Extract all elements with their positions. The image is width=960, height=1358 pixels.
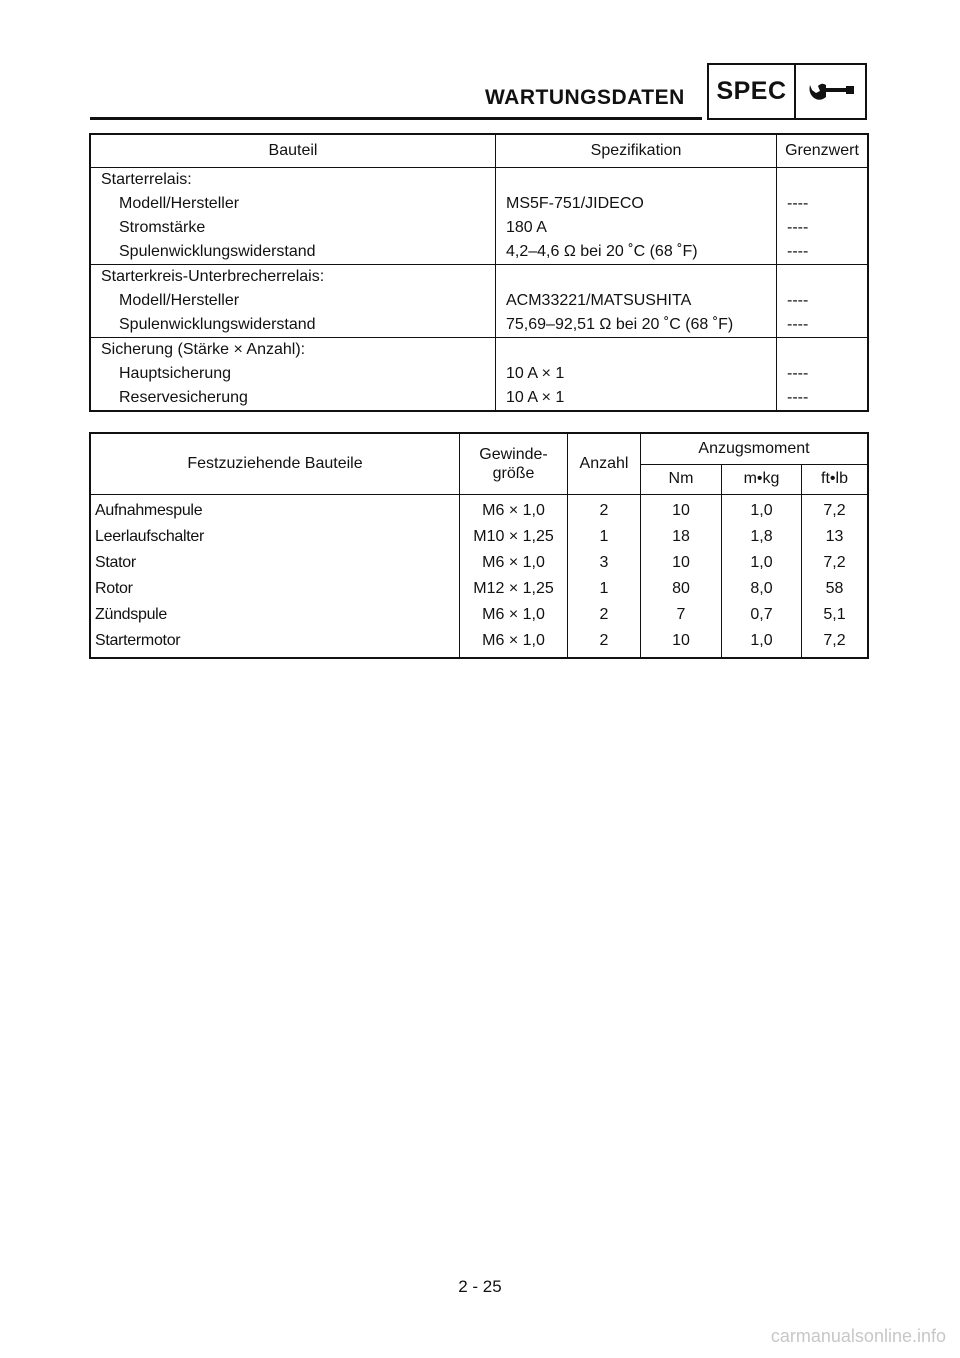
thread-header-line2: größe xyxy=(492,464,535,482)
torque-ftlb: 5,1 xyxy=(802,602,869,628)
torque-mkg: 1,0 xyxy=(722,550,802,576)
group-header-row xyxy=(90,338,868,363)
table-row xyxy=(90,386,868,411)
table-row xyxy=(90,628,868,658)
part-name: Rotor xyxy=(90,576,460,602)
torque-nm: 10 xyxy=(641,550,722,576)
wrench-icon xyxy=(796,65,865,118)
column-header-torque: Anzugsmoment xyxy=(641,433,869,464)
column-header-qty: Anzahl xyxy=(568,433,641,494)
thread-size: M6 × 1,0 xyxy=(460,628,568,658)
torque-nm: 18 xyxy=(641,524,722,550)
column-header-grenzwert: Grenzwert xyxy=(777,134,869,168)
thread-size: M10 × 1,25 xyxy=(460,524,568,550)
header-rule xyxy=(90,117,702,120)
row-spec: 4,2–4,6 Ω bei 20 ˚C (68 ˚F) xyxy=(496,240,777,265)
row-limit: ---- xyxy=(777,240,869,265)
group-title: Starterrelais: xyxy=(90,168,496,193)
part-name: Aufnahmespule xyxy=(90,494,460,524)
table-row xyxy=(90,192,868,216)
table-row xyxy=(90,524,868,550)
row-spec: ACM33221/MATSUSHITA xyxy=(496,289,777,313)
row-name: Modell/Hersteller xyxy=(90,192,496,216)
column-header-spezifikation: Spezifikation xyxy=(496,134,777,168)
table-row xyxy=(90,362,868,386)
page-title: WARTUNGSDATEN xyxy=(485,86,685,109)
thread-header-line1: Gewinde- xyxy=(479,445,548,463)
thread-size: M6 × 1,0 xyxy=(460,550,568,576)
thread-size: M6 × 1,0 xyxy=(460,494,568,524)
page-number: 2 - 25 xyxy=(458,1277,502,1296)
row-name: Hauptsicherung xyxy=(90,362,496,386)
group-title: Sicherung (Stärke × Anzahl): xyxy=(90,338,496,363)
torque-mkg: 1,0 xyxy=(722,628,802,658)
thread-size: M6 × 1,0 xyxy=(460,602,568,628)
quantity: 1 xyxy=(568,524,641,550)
torque-ftlb: 7,2 xyxy=(802,550,869,576)
quantity: 3 xyxy=(568,550,641,576)
row-spec: 75,69–92,51 Ω bei 20 ˚C (68 ˚F) xyxy=(496,313,777,338)
column-header-thread xyxy=(460,433,568,494)
row-spec: 10 A × 1 xyxy=(496,386,777,411)
torque-ftlb: 13 xyxy=(802,524,869,550)
row-limit: ---- xyxy=(787,365,809,382)
row-limit: ---- xyxy=(787,292,809,309)
quantity: 2 xyxy=(568,628,641,658)
row-spec: 180 A xyxy=(496,216,777,240)
torque-ftlb: 7,2 xyxy=(802,628,869,658)
part-name: Zündspule xyxy=(90,602,460,628)
column-header-bauteil: Bauteil xyxy=(90,134,496,168)
torque-nm: 10 xyxy=(641,628,722,658)
table-row xyxy=(90,576,868,602)
column-header-nm: Nm xyxy=(641,464,722,494)
table-row xyxy=(90,494,868,524)
table-row xyxy=(90,602,868,628)
row-spec: MS5F-751/JIDECO xyxy=(496,192,777,216)
quantity: 1 xyxy=(568,576,641,602)
row-spec: 10 A × 1 xyxy=(496,362,777,386)
table-row xyxy=(90,289,868,313)
torque-table xyxy=(89,432,869,659)
column-header-mkg: m•kg xyxy=(722,464,802,494)
row-name: Spulenwicklungswiderstand xyxy=(90,240,496,265)
spec-table xyxy=(89,133,869,412)
thread-size: M12 × 1,25 xyxy=(460,576,568,602)
column-header-ftlb: ft•lb xyxy=(802,464,869,494)
quantity: 2 xyxy=(568,602,641,628)
row-name: Stromstärke xyxy=(90,216,496,240)
group-header-row xyxy=(90,168,868,193)
torque-nm: 80 xyxy=(641,576,722,602)
row-limit: ---- xyxy=(777,313,869,338)
row-limit: ---- xyxy=(787,389,809,406)
row-name: Modell/Hersteller xyxy=(90,289,496,313)
spec-badge-label: SPEC xyxy=(709,65,796,118)
torque-ftlb: 58 xyxy=(802,576,869,602)
torque-mkg: 1,0 xyxy=(722,494,802,524)
torque-nm: 10 xyxy=(641,494,722,524)
group-title: Starterkreis-Unterbrecherrelais: xyxy=(90,265,496,290)
torque-nm: 7 xyxy=(641,602,722,628)
part-name: Startermotor xyxy=(90,628,460,658)
watermark-link[interactable]: carmanualsonline.info xyxy=(770,1326,946,1346)
spec-badge xyxy=(707,63,867,120)
part-name: Leerlaufschalter xyxy=(90,524,460,550)
quantity: 2 xyxy=(568,494,641,524)
table-row xyxy=(90,550,868,576)
torque-mkg: 0,7 xyxy=(722,602,802,628)
row-name: Reservesicherung xyxy=(90,386,496,411)
torque-ftlb: 7,2 xyxy=(802,494,869,524)
table-row xyxy=(90,313,868,338)
torque-mkg: 1,8 xyxy=(722,524,802,550)
table-row xyxy=(90,216,868,240)
column-header-part: Festzuziehende Bauteile xyxy=(90,433,460,494)
torque-mkg: 8,0 xyxy=(722,576,802,602)
group-header-row xyxy=(90,265,868,290)
table-row xyxy=(90,240,868,265)
row-limit: ---- xyxy=(787,219,809,236)
row-limit: ---- xyxy=(787,195,809,212)
part-name: Stator xyxy=(90,550,460,576)
row-name: Spulenwicklungswiderstand xyxy=(90,313,496,338)
